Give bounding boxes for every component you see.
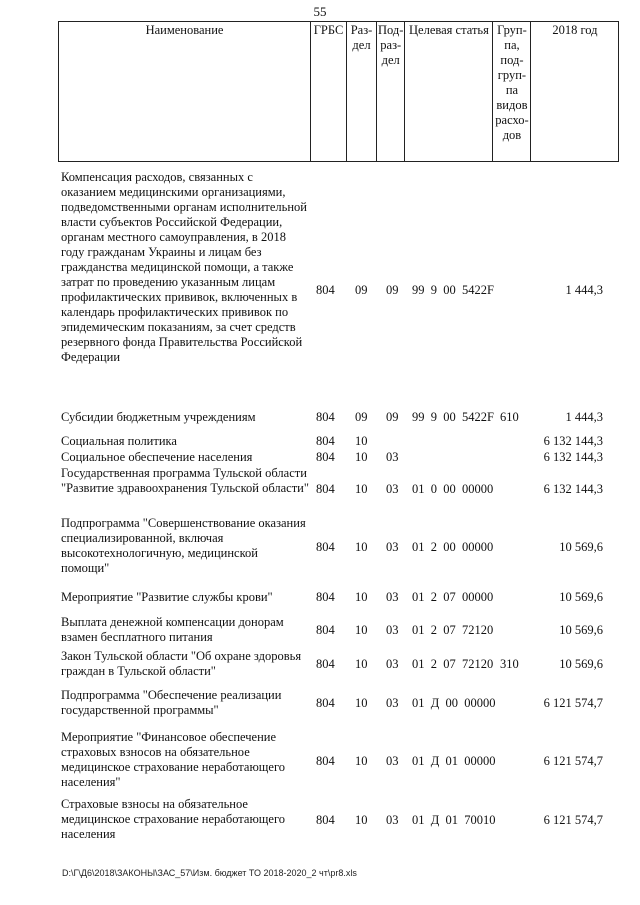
header-gruppa: Груп- па, под- груп- па видов расхо- дов [493, 22, 531, 162]
row-vid: 610 [500, 410, 519, 424]
table-row [58, 434, 618, 450]
table-row [58, 730, 618, 794]
row-podrazdel: 03 [386, 696, 399, 710]
row-tselevaya: 01 2 00 00000 [412, 540, 494, 554]
table-header [58, 21, 619, 162]
row-tselevaya: 01 2 07 00000 [412, 590, 494, 604]
row-grbs: 804 [316, 540, 335, 554]
row-name: Мероприятие "Финансовое обеспечение страховых взносов на обязательное медицинское страхование неработающего населения" [61, 730, 286, 789]
row-name: Подпрограмма "Обеспечение реализации государственной программы" [61, 688, 282, 717]
row-amount: 1 444,3 [565, 283, 603, 297]
row-tselevaya: 01 0 00 00000 [412, 482, 494, 496]
row-tselevaya: 99 9 00 5422F [412, 410, 494, 424]
row-name: Социальное обеспечение населения [61, 450, 253, 464]
table-row [58, 688, 618, 720]
row-name: Субсидии бюджетным учреждениям [61, 410, 256, 424]
header-razdel: Раз- дел [347, 22, 377, 162]
row-razdel: 10 [355, 450, 368, 464]
row-podrazdel: 03 [386, 482, 399, 496]
row-razdel: 10 [355, 657, 368, 671]
row-amount: 6 132 144,3 [543, 482, 603, 496]
row-name: Мероприятие "Развитие службы крови" [61, 590, 273, 604]
table-row [58, 590, 618, 606]
row-tselevaya: 99 9 00 5422F [412, 283, 494, 297]
row-grbs: 804 [316, 410, 335, 424]
row-grbs: 804 [316, 696, 335, 710]
table-row [58, 649, 618, 681]
row-vid: 310 [500, 657, 519, 671]
row-amount: 6 132 144,3 [543, 434, 603, 448]
row-grbs: 804 [316, 482, 335, 496]
row-grbs: 804 [316, 434, 335, 448]
table-row [58, 516, 618, 580]
row-grbs: 804 [316, 657, 335, 671]
row-razdel: 10 [355, 540, 368, 554]
row-amount: 10 569,6 [559, 540, 603, 554]
row-podrazdel: 03 [386, 657, 399, 671]
row-razdel: 10 [355, 434, 368, 448]
header-name: Наименование [59, 22, 311, 162]
row-tselevaya: 01 Д 00 00000 [412, 696, 496, 710]
row-podrazdel: 09 [386, 410, 399, 424]
row-razdel: 10 [355, 754, 368, 768]
table-row [58, 450, 618, 466]
table-row [58, 466, 618, 514]
row-name: Государственная программа Тульской области "Развитие здравоохранения Тульской области" [61, 466, 309, 495]
row-grbs: 804 [316, 813, 335, 827]
row-amount: 10 569,6 [559, 590, 603, 604]
row-razdel: 10 [355, 590, 368, 604]
row-name: Компенсация расходов, связанных с оказанием медицинскими организациями, подведомственными органам исполнительной власти субъектов Российской Федерации, органам местного самоуправления, в 2018 году гражданам Украины и лицам без гражданства медицинской помощи, а также затрат по проведению указанным лицам профилактических прививок, включенных в календарь профилактических прививок по эпидемическим показаниям, за счет средств резервного фонда Правительства Российской Федерации [61, 170, 307, 364]
row-name: Выплата денежной компенсации донорам взамен бесплатного питания [61, 615, 284, 644]
row-grbs: 804 [316, 283, 335, 297]
row-amount: 10 569,6 [559, 623, 603, 637]
header-year: 2018 год [531, 22, 619, 162]
row-amount: 10 569,6 [559, 657, 603, 671]
row-razdel: 09 [355, 283, 368, 297]
row-amount: 6 121 574,7 [543, 696, 603, 710]
page-number: 55 [313, 4, 327, 19]
row-podrazdel: 09 [386, 283, 399, 297]
row-podrazdel: 03 [386, 813, 399, 827]
row-tselevaya: 01 Д 01 70010 [412, 813, 496, 827]
table-row [58, 797, 618, 845]
row-grbs: 804 [316, 450, 335, 464]
row-podrazdel: 03 [386, 754, 399, 768]
row-amount: 6 121 574,7 [543, 813, 603, 827]
row-name: Закон Тульской области "Об охране здоровья граждан в Тульской области" [61, 649, 302, 678]
table-row [58, 170, 618, 395]
row-razdel: 10 [355, 623, 368, 637]
header-tselevaya: Целевая статья [405, 22, 493, 162]
table-row [58, 615, 618, 647]
row-tselevaya: 01 2 07 72120 [412, 623, 494, 637]
row-podrazdel: 03 [386, 540, 399, 554]
table-row [58, 410, 618, 426]
row-razdel: 10 [355, 813, 368, 827]
row-tselevaya: 01 Д 01 00000 [412, 754, 496, 768]
row-podrazdel: 03 [386, 623, 399, 637]
row-tselevaya: 01 2 07 72120 [412, 657, 494, 671]
file-path-footer: D:\Г\Д6\2018\ЗАКОНЫ\ЗАС_57\Изм. бюджет ТО 2018-2020_2 чт\pr8.xls [62, 868, 357, 878]
row-name: Социальная политика [61, 434, 177, 448]
row-razdel: 10 [355, 696, 368, 710]
header-podrazdel: Под- раз- дел [377, 22, 405, 162]
row-name: Страховые взносы на обязательное медицинское страхование неработающего населения [61, 797, 286, 841]
row-amount: 6 121 574,7 [543, 754, 603, 768]
row-podrazdel: 03 [386, 590, 399, 604]
row-grbs: 804 [316, 590, 335, 604]
row-amount: 6 132 144,3 [543, 450, 603, 464]
row-razdel: 09 [355, 410, 368, 424]
row-razdel: 10 [355, 482, 368, 496]
row-amount: 1 444,3 [565, 410, 603, 424]
row-podrazdel: 03 [386, 450, 399, 464]
row-name: Подпрограмма "Совершенствование оказания специализированной, включая высокотехнологичную, медицинской помощи" [61, 516, 306, 575]
header-grbs: ГРБС [311, 22, 347, 162]
row-grbs: 804 [316, 623, 335, 637]
row-grbs: 804 [316, 754, 335, 768]
